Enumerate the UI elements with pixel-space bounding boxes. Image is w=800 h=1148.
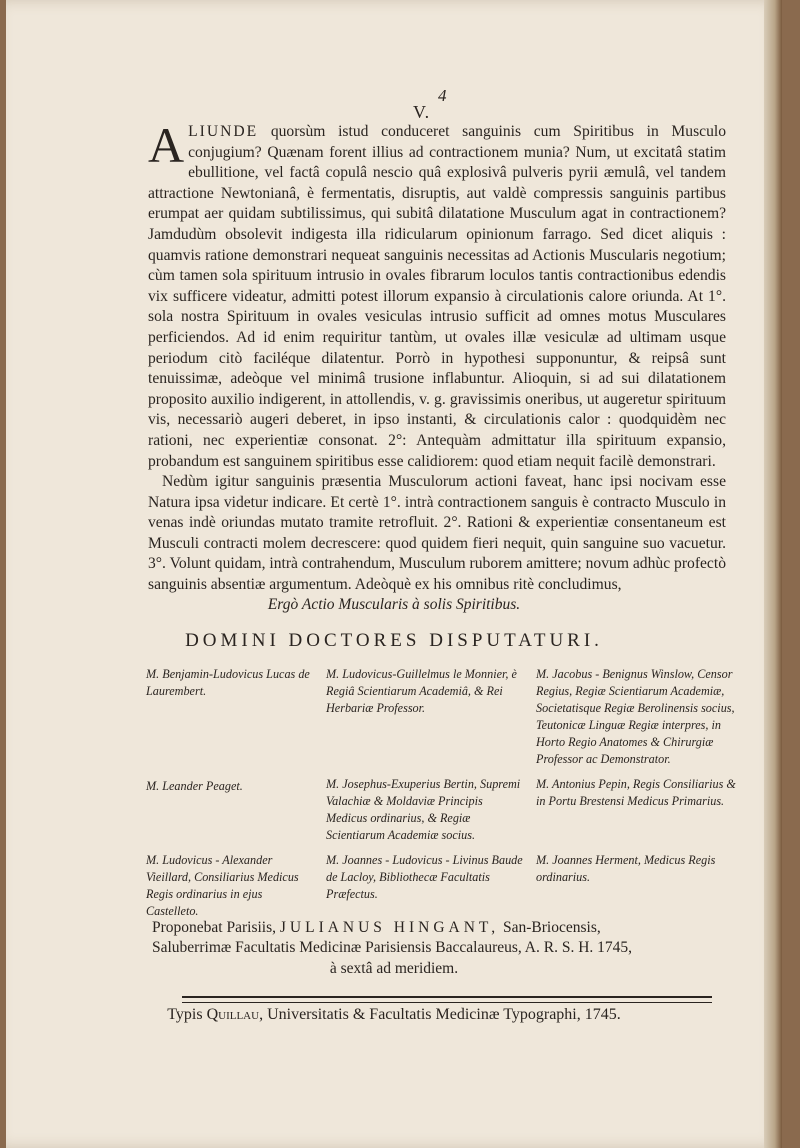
doctor-name: M. Ludovicus - Alexander Vieillard, Consiliarius Medicus Regis ordinarius in ejus Castelleto. <box>146 853 299 918</box>
document-page <box>6 0 782 1148</box>
paragraph-2: Nedùm igitur sanguinis præsentia Musculorum actioni faveat, hanc ipsi nocivam esse Natura ipsa videtur indicare. Et certè 1°. intrà contractionem sanguis è contracto Musculo in venas indè oriundas mutato tramite retrofluit. 2°. Rationi & experientiæ consentaneum est Musculi contracti molem decrescere: quod quidem fieri nequit, quin sanguine suo vacuetur. 3°. Volunt quidam, intrà contrahendum, Musculum ruborem amittere; novum adhùc profectò sanguinis absentiæ argumentum. Adeòquè ex his omnibus ritè concludimus, <box>148 473 726 594</box>
imprint-printer: Quillau <box>206 1006 260 1023</box>
page-edge <box>764 0 782 1148</box>
paragraph-1 <box>148 117 726 472</box>
page-number: 4 <box>438 86 447 105</box>
candidate-name: JULIANUS HINGANT, <box>279 919 500 936</box>
divider-rule <box>182 996 712 1003</box>
candidate-degree: Saluberrimæ Facultatis Medicinæ Parisiensis Baccalaureus, A. R. S. H. 1745, <box>152 939 633 956</box>
conclusion: Ergò Actio Muscularis à solis Spiritibus. <box>267 596 521 613</box>
body-text <box>148 117 726 596</box>
imprint-prefix: Typis <box>167 1006 203 1023</box>
paragraph-1-text: quorsùm istud conduceret sanguinis cum Spiritibus in Musculo conjugium? Quænam forent illius ad contractionem munia? Num, ut excitatâ statim ebullitione, vel factâ copulâ nescio quâ explosivâ pulveris pyrii æmulâ, vel tandem attractione Newtonianâ, è fermentatis, disruptis, aut valdè compressis sanguinis partibus erumpat aer quidam subtilissimus, qui subitâ dilatatione Musculum agat in contractionem? Jamdudùm obsolevit indigesta illa ridicularum opinionum farrago. Sed dicet aliquis : quamvis ratione demonstrari nequeat sanguinis necessitas ad Actionis Muscularis negotium; cùm tamen sola spirituum intrusio in ovales fibrarum loculos tantis contractionibus edendis vix sufficere videatur, admitti potest illorum expansio à circulationis calore oriunda. At 1°. sola nostra Spirituum in ovales vesiculas intrusio sufficit ad omnes motus Musculares perficiendos. Ad id enim requiritur tantùm, ut ovales illæ vesiculæ ad ultimam usque periodum citò faciléque dilatentur. Porrò in hypothesi supponuntur, & reipsâ sunt tenuissimæ, adeòque vel minimâ trusione inflabuntur. Alioquin, si ad sui dilatationem proposito auxilio indigerent, in attollendis, v. g. gravissimis oneribus, ut augeretur spirituum vis, necessariò augeri deberet, in ipso instanti, & circulationis calor : quodquidèm nec rationi, nec experientiæ consonat. 2°: Antequàm admittatur illa spirituum expansio, probandum est sanguinem spiritibus esse calidiorem: quod etiam nequit facilè demonstrari. <box>148 123 726 470</box>
doctor-name: M. Jacobus - Benignus Winslow, Censor Regius, Regiæ Scientiarum Academiæ, Societatisque Regiæ Berolinensis socius, Teutonicæ Linguæ Regiæ interpres, in Horto Regio Anatomes & Chirurgiæ Professor ac Demonstrator. <box>536 667 735 766</box>
defense-time: à sextâ ad meridiem. <box>329 960 459 977</box>
section-number: V. <box>413 102 431 122</box>
doctor-name: M. Josephus-Exuperius Bertin, Supremi Valachiæ & Moldaviæ Principis Medicus ordinarius, & Regiæ Scientiarum Academiæ socius. <box>326 777 521 842</box>
doctor-name: M. Joannes Herment, Medicus Regis ordinarius. <box>536 853 716 884</box>
imprint-rest: , Universitatis & Facultatis Medicinæ Typographi, 1745. <box>259 1006 621 1023</box>
proponebat-line <box>152 918 732 958</box>
proponebat-prefix: Proponebat Parisiis, <box>152 919 276 936</box>
doctor-name: M. Ludovicus-Guillelmus le Monnier, è Regiâ Scientiarum Academiâ, & Rei Herbariæ Professor. <box>326 667 517 715</box>
imprint <box>6 1006 782 1024</box>
candidate-origin: San-Briocensis, <box>503 919 601 936</box>
doctor-name: M. Antonius Pepin, Regis Consiliarius & in Portu Brestensi Medicus Primarius. <box>536 777 736 808</box>
doctor-name: M. Benjamin-Ludovicus Lucas de Laurembert. <box>146 667 310 698</box>
doctor-name: M. Joannes - Ludovicus - Livinus Baude de Lacloy, Bibliothecæ Facultatis Præfectus. <box>326 853 523 901</box>
doctores-heading: DOMINI DOCTORES DISPUTATURI. <box>185 630 603 651</box>
doctor-name: M. Leander Peaget. <box>146 779 243 793</box>
drop-cap: A <box>148 117 185 173</box>
first-word: LIUNDE <box>188 123 259 140</box>
